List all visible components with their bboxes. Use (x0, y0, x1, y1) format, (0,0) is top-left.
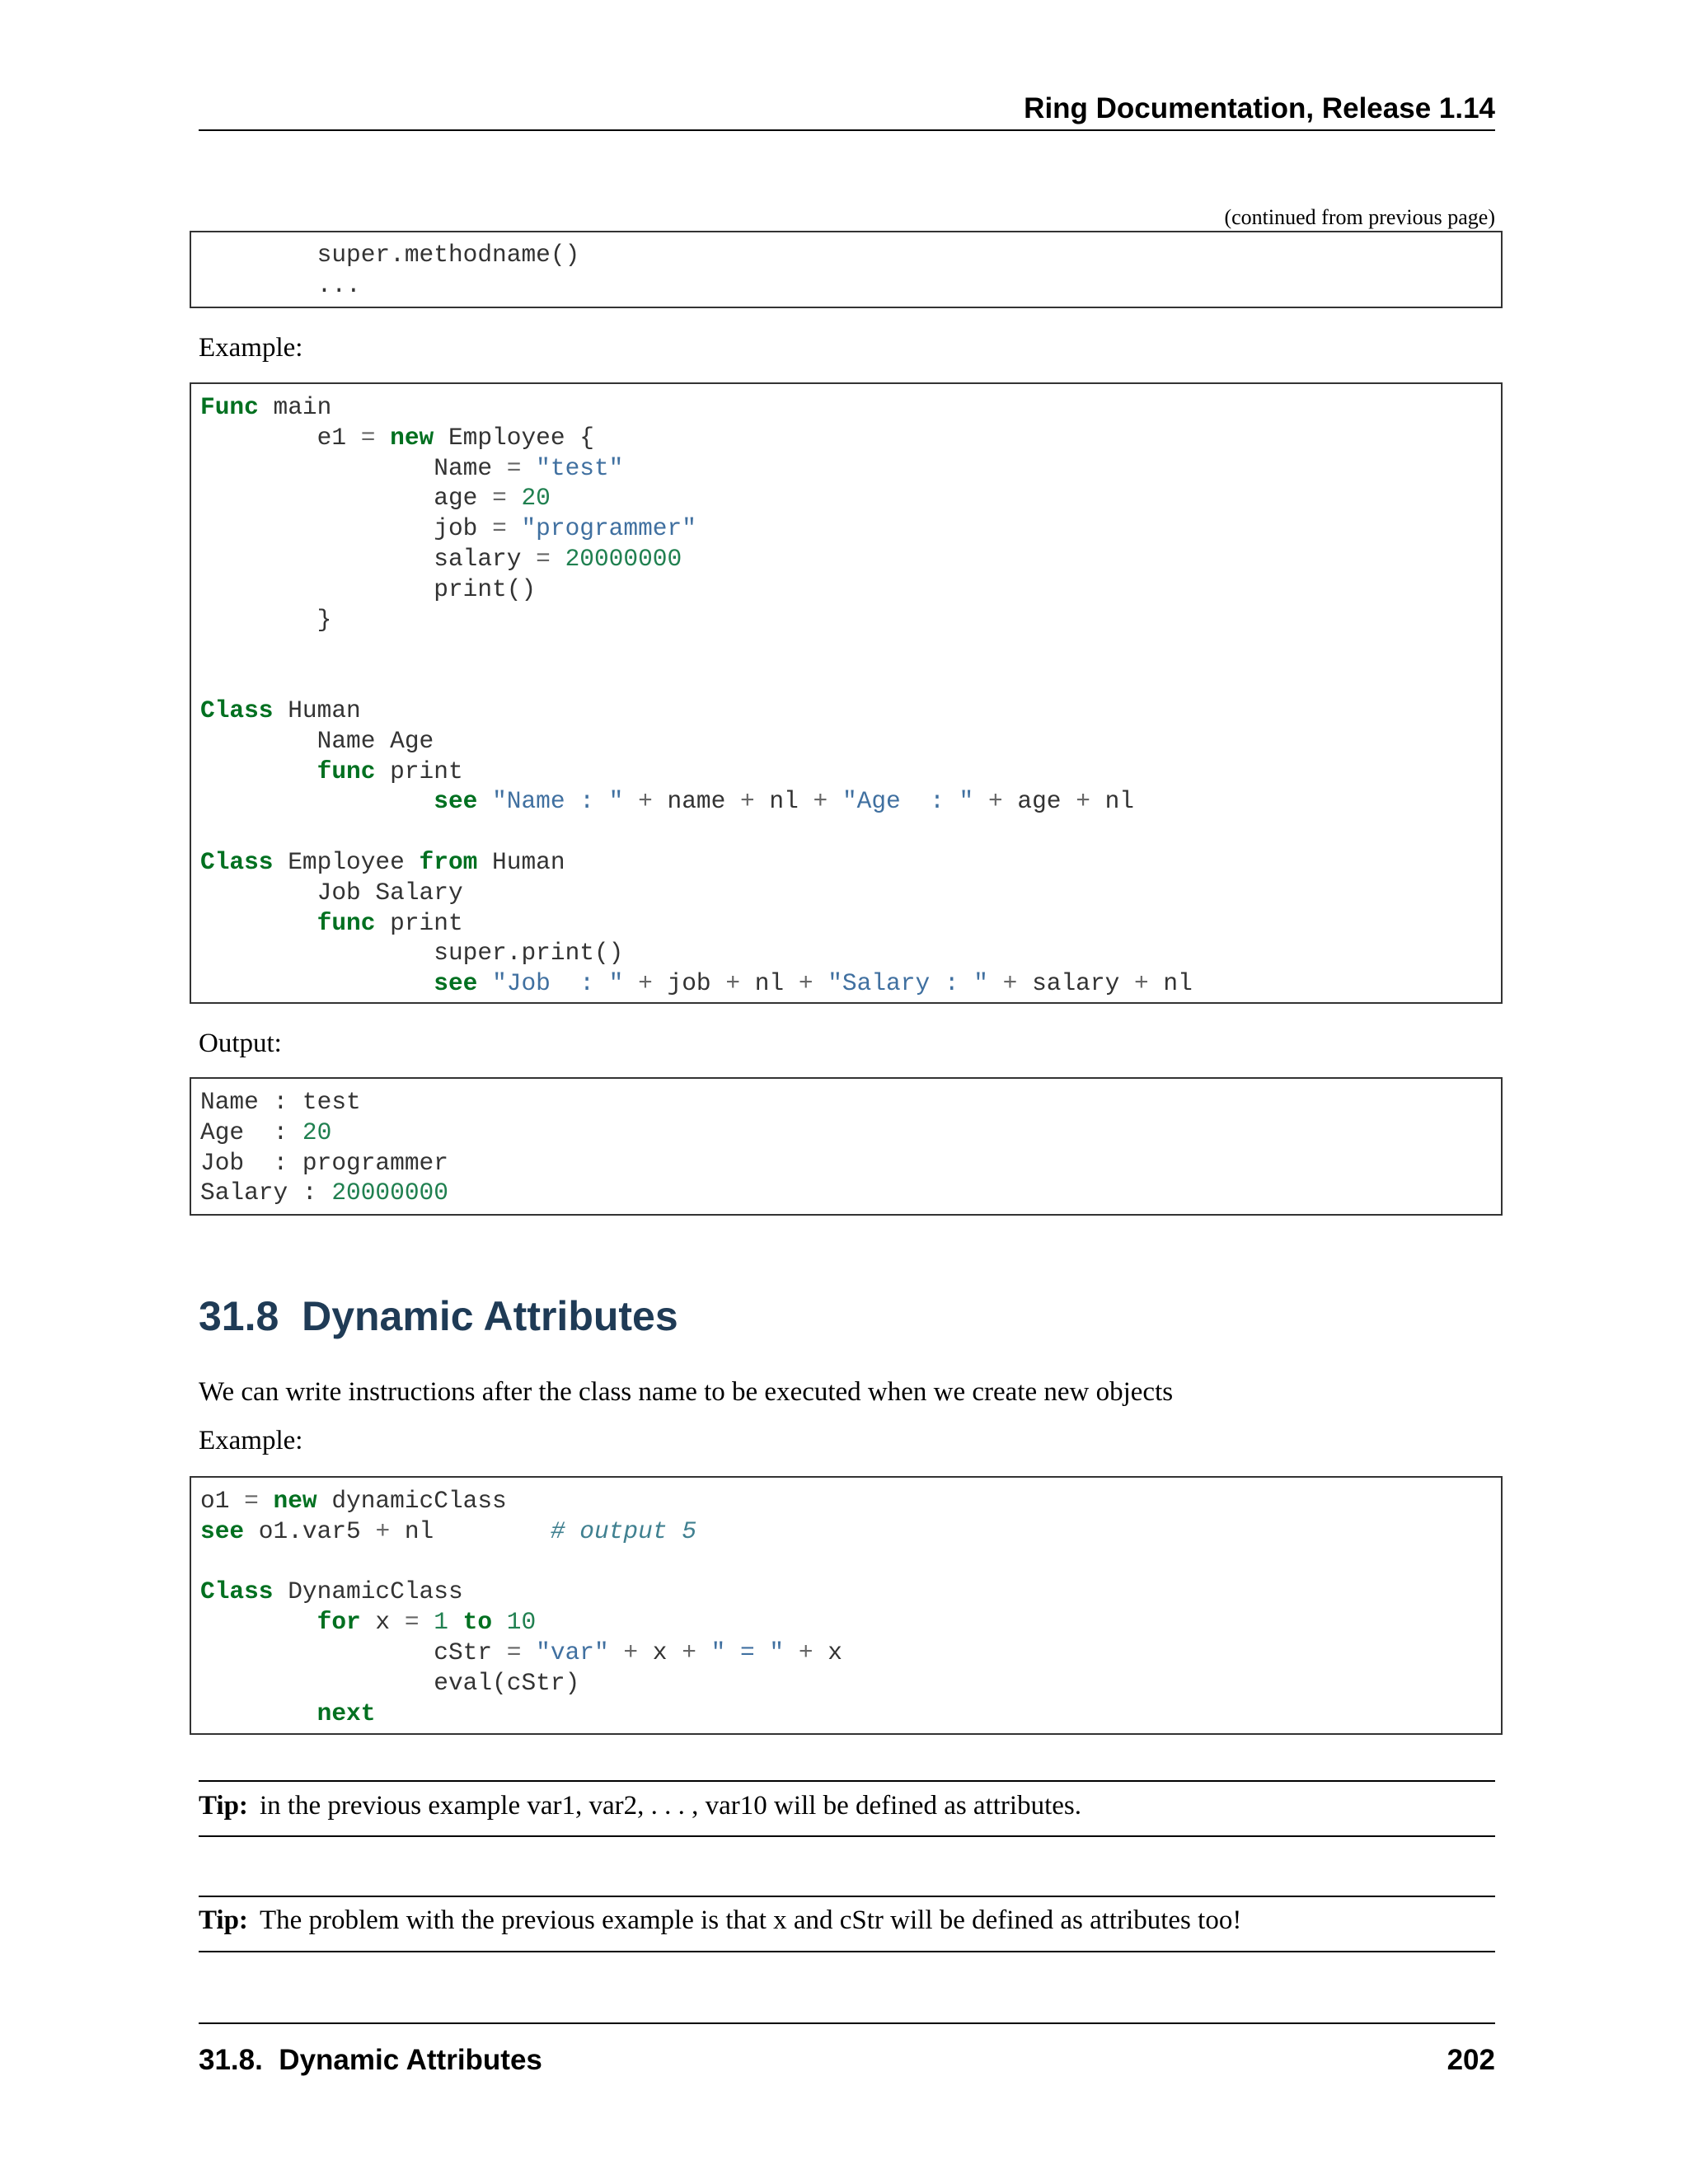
tip-label: Tip: (199, 1791, 248, 1821)
tip-label: Tip: (199, 1905, 248, 1935)
tip-rule-top (199, 1896, 1495, 1897)
tip-text: in the previous example var1, var2, . . . , var10 will be defined as attributes. (259, 1791, 1081, 1821)
footer-page-number: 202 (1447, 2044, 1495, 2076)
footer-section-title: 31.8. Dynamic Attributes (199, 2044, 542, 2076)
tip-rule-bottom (199, 1951, 1495, 1952)
code-content: Name : test Age : 20 Job : programmer Salary : 20000000 (200, 1088, 448, 1207)
tip-text: The problem with the previous example is that x and cStr will be defined as attributes too! (259, 1905, 1242, 1935)
code-content: super.methodname() ... (316, 241, 580, 299)
code-block-continued (190, 231, 1503, 308)
tip-note (199, 1905, 1241, 1936)
continued-note: (continued from previous page) (1224, 205, 1495, 229)
example-label: Example: (199, 1426, 303, 1455)
output-label: Output: (199, 1029, 282, 1058)
header-rule (199, 129, 1495, 131)
code-content: Func main e1 = new Employee { Name = "test" age = 20 job = "programmer" salary = 20000000 print() } Class Human Name Age func print see "Name : " + name + nl + "Age : " + age + nl Class Employee from Human Job Salary func print super.print() see "Job : " + job + nl + "Salary : " + salary + nl (200, 393, 1193, 998)
example-label: Example: (199, 333, 303, 363)
code-block-example-employee (190, 382, 1503, 1004)
code-block-output (190, 1077, 1503, 1216)
running-header-title: Ring Documentation, Release 1.14 (1024, 92, 1495, 124)
tip-note (199, 1791, 1081, 1821)
footer-rule (199, 2022, 1495, 2024)
code-content: o1 = new dynamicClass see o1.var5 + nl # output 5 Class DynamicClass for x = 1 to 10 cStr = "var" + x + " = " + x eval(cStr) next (200, 1487, 842, 1727)
code-block-example-dynamic (190, 1476, 1503, 1735)
tip-rule-bottom (199, 1835, 1495, 1837)
section-heading: 31.8 Dynamic Attributes (199, 1293, 678, 1339)
section-intro: We can write instructions after the class name to be executed when we create new objects (199, 1377, 1174, 1407)
tip-rule-top (199, 1780, 1495, 1782)
